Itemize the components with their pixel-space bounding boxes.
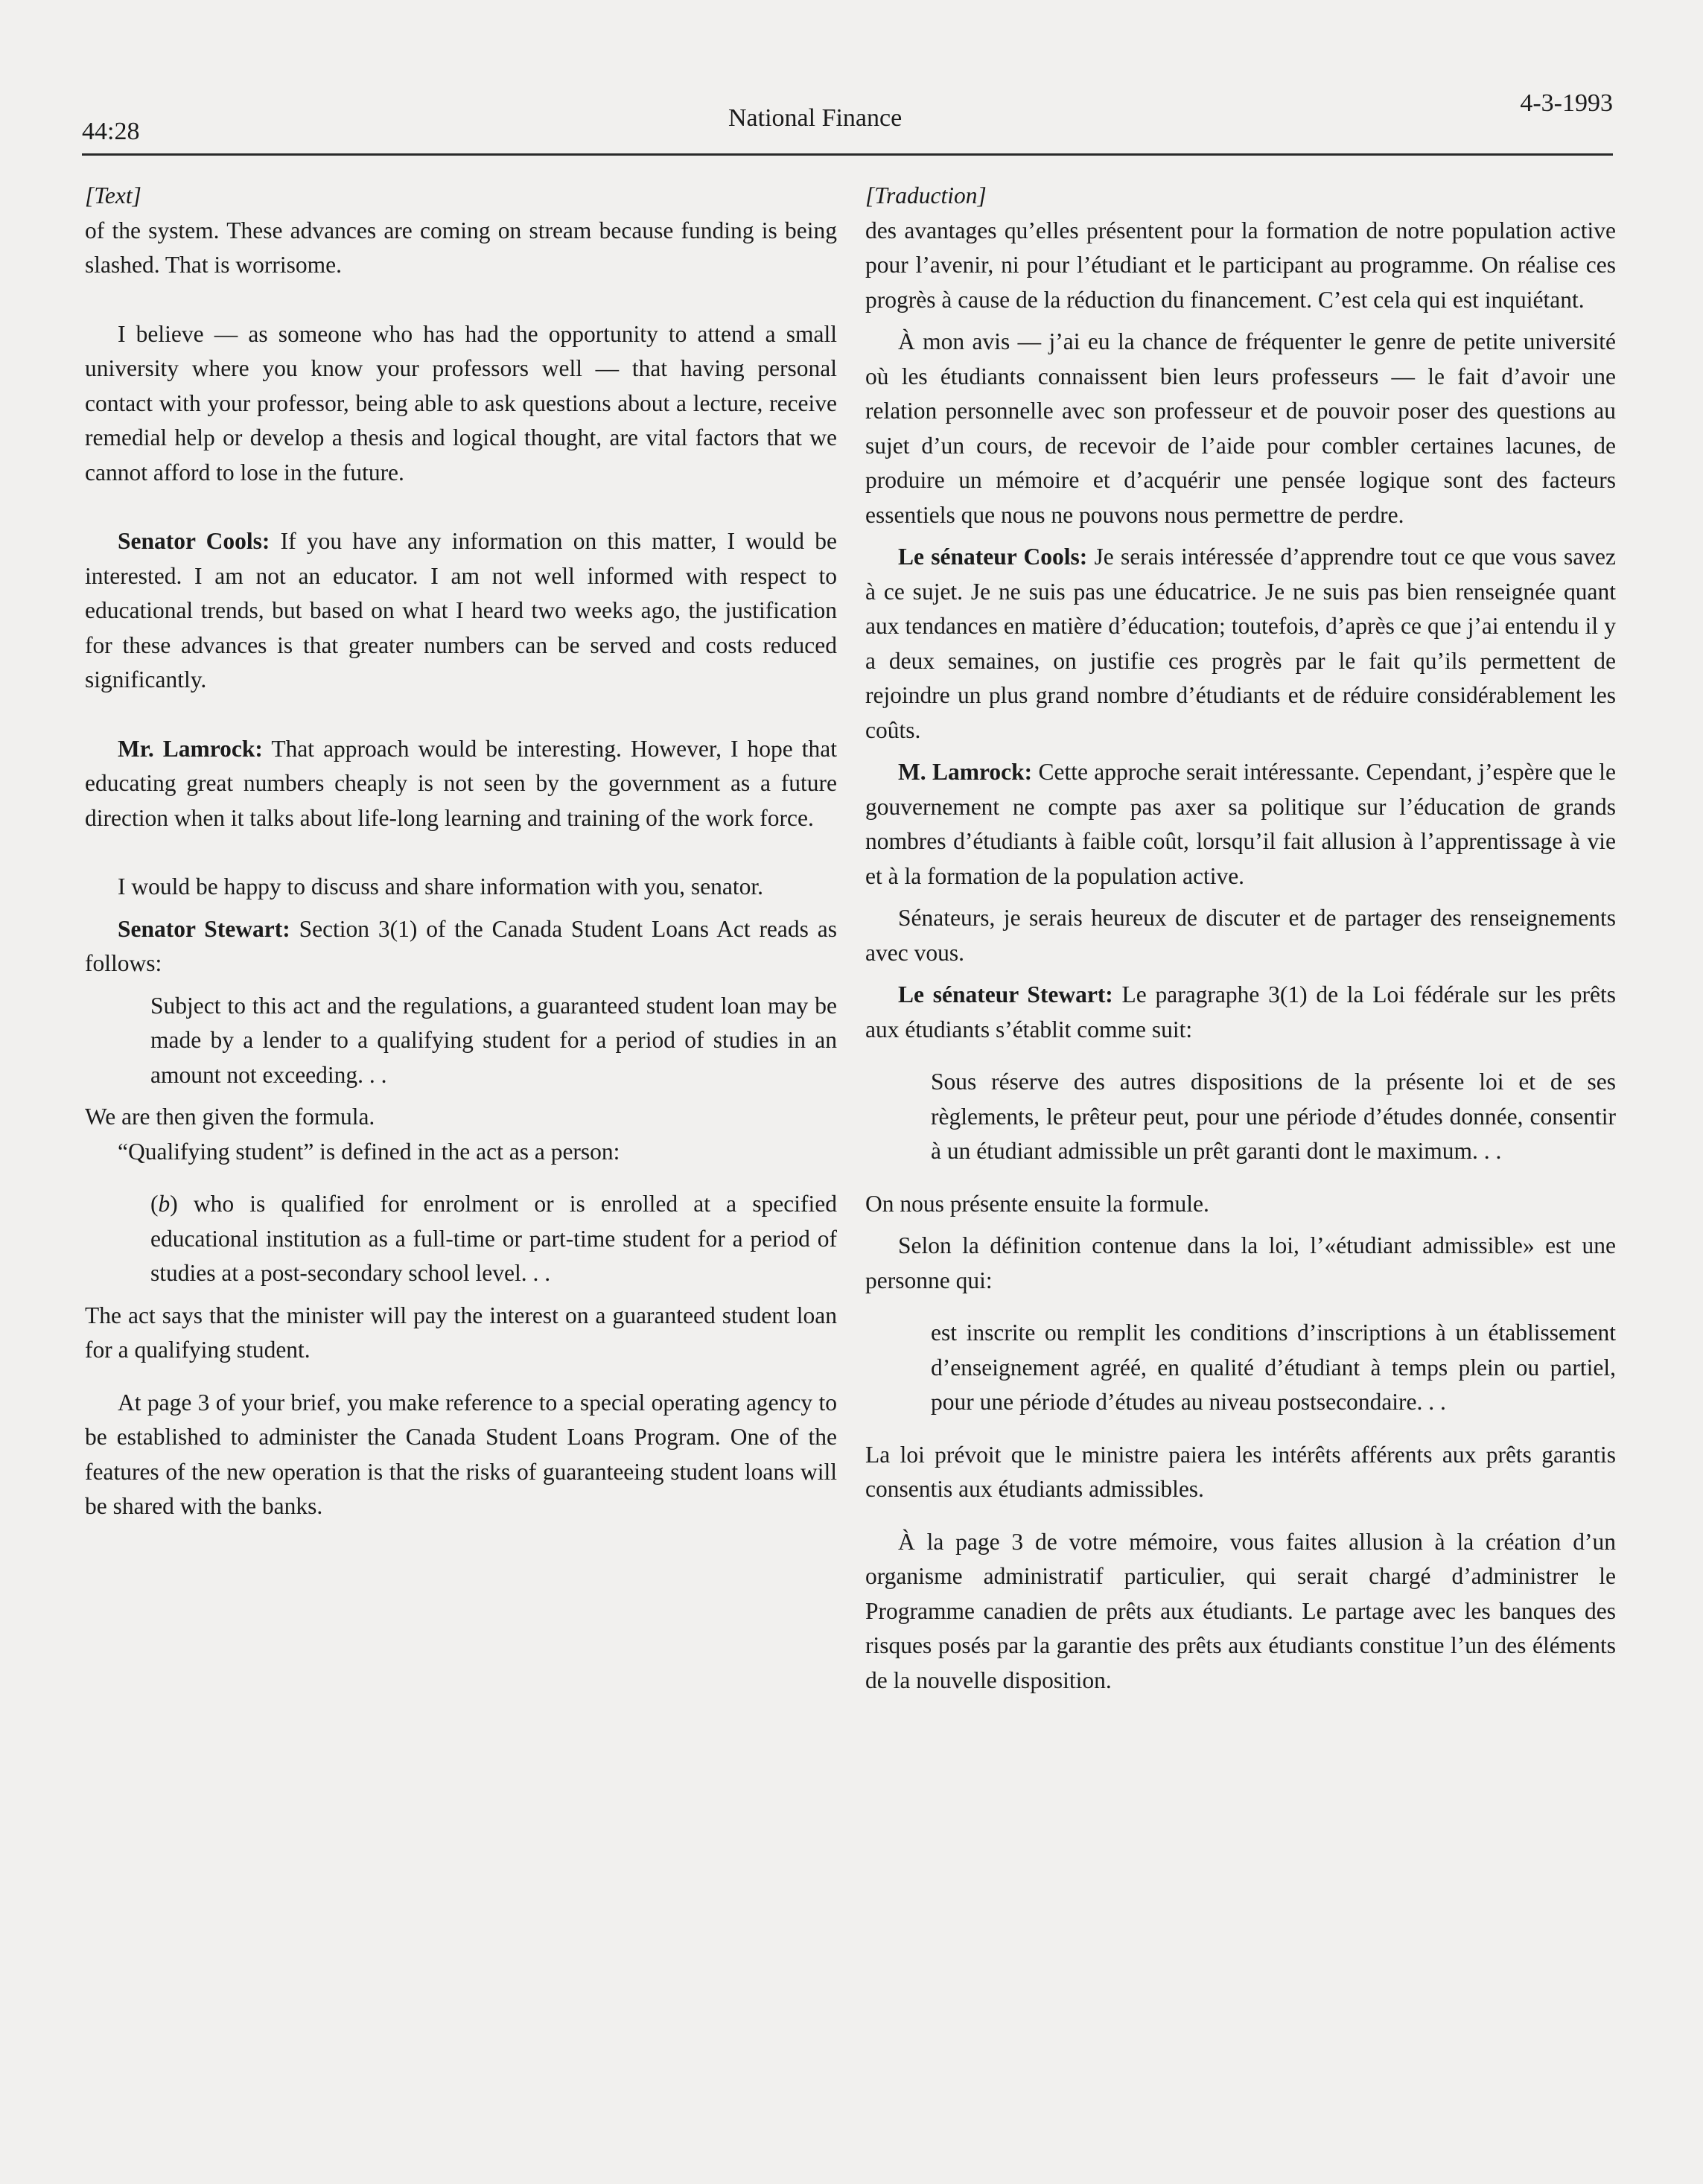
- paragraph: Sénateurs, je serais heureux de discuter et de partager des renseignements avec vous.: [865, 905, 1616, 966]
- translation-label-word: Traduction: [874, 182, 978, 208]
- english-column: [85, 179, 837, 1524]
- speaker-text: Je serais intéressée d’apprendre tout ce que vous savez à ce sujet. Je ne suis pas une éducatrice. Je ne suis pas bien renseignée quant aux tendances en matière d’éducation; toutefois, d’après ce que j’ai entendu il y a deux semaines, on justifie ces progrès par le fait qu’ils permettent de rejoindre un plus grand nombre d’étudiants et de réduire considérablement les coûts.: [865, 544, 1616, 743]
- translation-label: [Traduction]: [865, 182, 987, 208]
- speaker-name: M. Lamrock:: [898, 759, 1033, 785]
- issue-date: 4-3-1993: [1520, 89, 1613, 117]
- paragraph: I believe — as someone who has had the opportunity to attend a small university where you know your professors well — that having personal contact with your professor, being able to ask questions about a lecture, receive remedial help or develop a thesis and logical thought, are vital factors that we cannot afford to lose in the future.: [85, 320, 837, 485]
- speaker-paragraph: [85, 524, 837, 698]
- block-quote-text: ) who is qualified for enrolment or is enrolled at a specified educational institution as a full-time or part-time student for a period of studies at a post-secondary school level. . .: [150, 1191, 837, 1286]
- paragraph: The act says that the minister will pay the interest on a guaranteed student loan for a qualifying student.: [85, 1302, 837, 1363]
- paragraph: of the system. These advances are coming on stream because funding is being slashed. That is worrisome.: [85, 217, 837, 278]
- page-number: 44:28: [82, 118, 140, 145]
- block-quote: (b) who is qualified for enrolment or is enrolled at a specified educational institution as a full-time or part-time student for a period of studies at a post-secondary school level. . .: [150, 1191, 837, 1286]
- speaker-name: Senator Cools:: [118, 528, 270, 554]
- speaker-text: Cette approche serait intéressante. Cependant, j’espère que le gouvernement ne compte pas axer sa politique sur l’éducation de grands nombres d’étudiants à faible coût, lorsqu’il fait allusion à l’apprentissage à vie et à la formation de la population active.: [865, 759, 1616, 889]
- speaker-name: Senator Stewart:: [118, 915, 290, 942]
- speaker-name: Mr. Lamrock:: [118, 735, 263, 762]
- text-label: [Text]: [85, 182, 141, 208]
- clause-letter: b: [158, 1191, 171, 1217]
- french-column: [865, 179, 1616, 1698]
- speaker-text: That approach would be interesting. However, I hope that educating great numbers cheaply is not seen by the government as a future direction when it talks about life-long learning and training of the work force.: [85, 735, 837, 831]
- paragraph: Selon la définition contenue dans la loi, l’«étudiant admissible» est une personne qui:: [865, 1232, 1616, 1293]
- block-quote: est inscrite ou remplit les conditions d’inscriptions à un établissement d’enseignement agréé, en qualité d’étudiant à temps plein ou partiel, pour une période d’études au niveau postsecondaire. . .: [931, 1319, 1616, 1415]
- paragraph: “Qualifying student” is defined in the act as a person:: [118, 1138, 620, 1165]
- paragraph: We are then given the formula.: [85, 1104, 375, 1130]
- speaker-name: Le sénateur Stewart:: [898, 981, 1113, 1007]
- text-label-word: Text: [94, 182, 133, 208]
- paragraph: La loi prévoit que le ministre paiera les intérêts afférents aux prêts garantis consentis aux étudiants admissibles.: [865, 1441, 1616, 1502]
- running-title: National Finance: [728, 104, 903, 132]
- speaker-paragraph: [865, 755, 1616, 894]
- block-quote: Subject to this act and the regulations, a guaranteed student loan may be made by a lender to a qualifying student for a period of studies in an amount not exceeding. . .: [150, 992, 837, 1088]
- speaker-text: Le paragraphe 3(1) de la Loi fédérale sur les prêts aux étudiants s’établit comme suit:: [865, 981, 1616, 1042]
- paragraph: À mon avis — j’ai eu la chance de fréquenter le genre de petite université où les étudiants connaissent bien leurs professeurs — le fait d’avoir une relation personnelle avec son professeur et de pouvoir poser des questions au sujet d’un cours, de recevoir de l’aide pour combler certaines lacunes, de produire un mémoire et d’acquérir une pensée logique sont des facteurs essentiels que nous ne pouvons nous permettre de perdre.: [865, 328, 1616, 528]
- speaker-paragraph: [85, 732, 837, 836]
- paragraph: À la page 3 de votre mémoire, vous faites allusion à la création d’un organisme administratif particulier, qui serait chargé d’administrer le Programme canadien de prêts aux étudiants. Le partage avec les banques des risques posés par la garantie des prêts aux étudiants constitue l’un des éléments de la nouvelle disposition.: [865, 1528, 1616, 1693]
- speaker-paragraph: [85, 912, 837, 981]
- paragraph: des avantages qu’elles présentent pour la formation de notre population active pour l’avenir, ni pour l’étudiant et le participant au programme. On réalise ces progrès à cause de la réduction du financement. C’est cela qui est inquiétant.: [865, 217, 1616, 313]
- speaker-text: Section 3(1) of the Canada Student Loans Act reads as follows:: [85, 915, 837, 976]
- paragraph: At page 3 of your brief, you make reference to a special operating agency to be established to administer the Canada Student Loans Program. One of the features of the new operation is that the risks of guaranteeing student loans will be shared with the banks.: [85, 1389, 837, 1519]
- speaker-paragraph: [865, 540, 1616, 748]
- speaker-paragraph: [865, 978, 1616, 1047]
- speaker-text: If you have any information on this matter, I would be interested. I am not an educator. I am not well informed with respect to educational trends, but based on what I heard two weeks ago, the justification for these advances is that greater numbers can be served and costs reduced significantly.: [85, 528, 838, 693]
- speaker-name: Le sénateur Cools:: [898, 544, 1088, 570]
- block-quote: Sous réserve des autres dispositions de la présente loi et de ses règlements, le prêteur peut, pour une période d’études donnée, consentir à un étudiant admissible un prêt garanti dont le maximum. . .: [931, 1069, 1616, 1164]
- paragraph: I would be happy to discuss and share information with you, senator.: [118, 873, 763, 900]
- page-header: [82, 89, 1613, 156]
- paragraph: On nous présente ensuite la formule.: [865, 1190, 1209, 1217]
